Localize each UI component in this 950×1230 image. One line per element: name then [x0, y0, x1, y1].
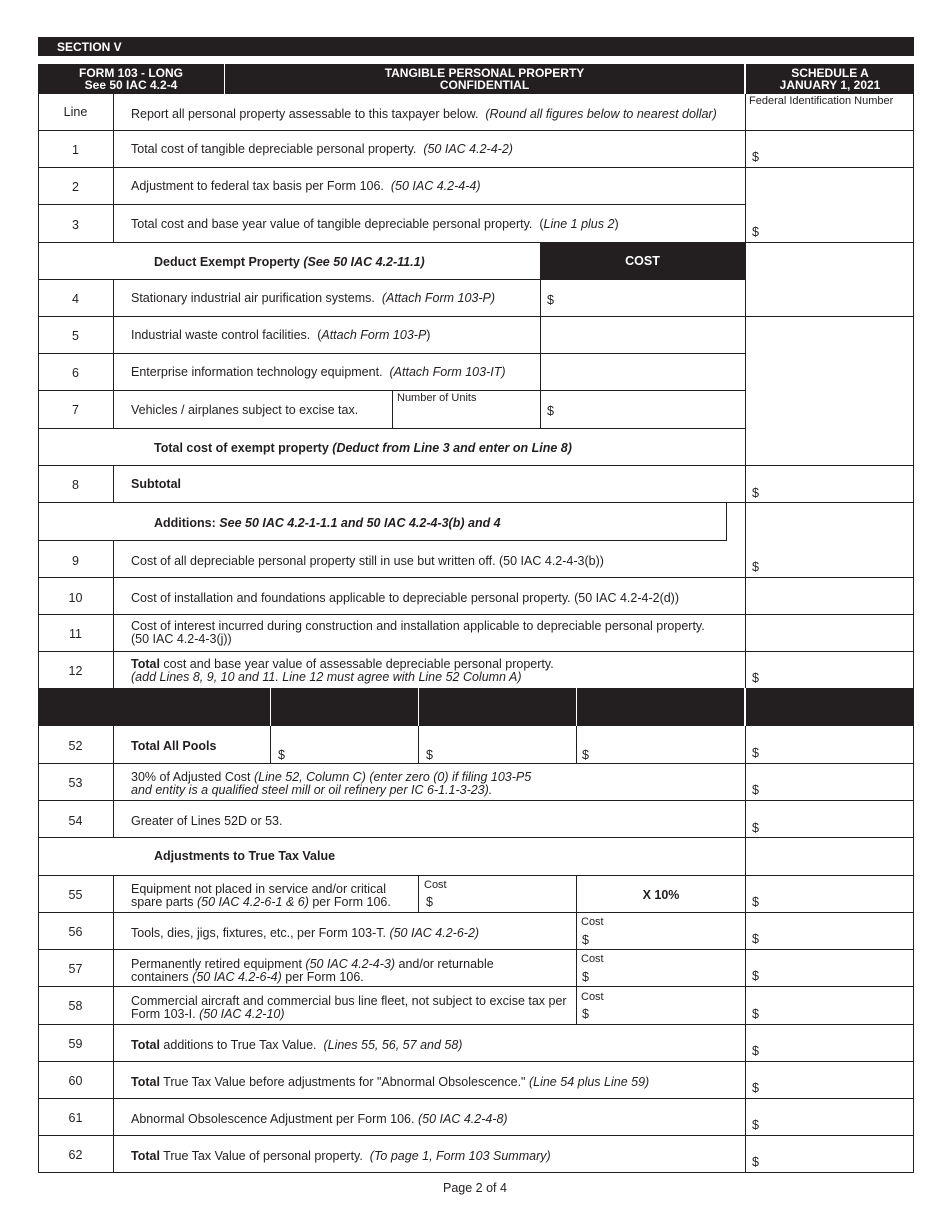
line-5-text: Industrial waste control facilities. (Attach Form 103-P): [131, 328, 431, 342]
line-number: 3: [72, 218, 79, 232]
line-59-text: Total additions to True Tax Value. (Lines 55, 56, 57 and 58): [131, 1038, 463, 1052]
line-7-cost-input[interactable]: [541, 391, 745, 428]
deduct-exempt-heading: Deduct Exempt Property (See 50 IAC 4.2-11.1): [154, 255, 425, 269]
line-54-input[interactable]: [746, 801, 913, 837]
line-9-text: Cost of all depreciable personal property still in use but written off. (50 IAC 4.2-4-3(b)): [131, 554, 604, 568]
line-4-text: Stationary industrial air purification systems. (Attach Form 103-P): [131, 291, 496, 305]
line-number: 54: [68, 814, 83, 828]
line-2-input[interactable]: [746, 168, 913, 204]
line-57-text: Permanently retired equipment (50 IAC 4.2-4-3) and/or returnable containers (50 IAC 4.2-6-4) per Form 106.: [131, 957, 494, 984]
line-7-dollar: $: [547, 404, 554, 418]
line-52a-dollar: $: [278, 748, 285, 762]
line-number: 53: [68, 776, 83, 790]
cost-header: COST: [540, 242, 745, 280]
adjustments-heading: Adjustments to True Tax Value: [154, 849, 336, 863]
line-52-column-a-input[interactable]: [271, 727, 418, 763]
line-number: 11: [69, 627, 82, 641]
total-cost-header: TOTAL COST COLUMN A: [306, 694, 383, 720]
line-52c-dollar: $: [582, 748, 589, 762]
line-60-text: Total True Tax Value before adjustments for "Abnormal Obsolescence." (Line 54 plus Line 59): [131, 1075, 650, 1089]
adjusted-cost-header: ADJUSTED COST COLUMN C: [609, 694, 712, 720]
line-4-cost-input[interactable]: [541, 280, 745, 316]
line-1-text: Total cost of tangible depreciable personal property. (50 IAC 4.2-4-2): [131, 142, 513, 156]
line-61-input[interactable]: [746, 1099, 913, 1135]
line-52-column-b-input[interactable]: [419, 727, 576, 763]
line-number: 55: [68, 888, 83, 902]
line-11-input[interactable]: [746, 615, 913, 651]
line-57-input[interactable]: [746, 950, 913, 986]
line-number: 62: [68, 1148, 83, 1162]
fein-input[interactable]: [746, 108, 913, 130]
section-bar: [38, 37, 914, 56]
line-number: 10: [68, 591, 83, 605]
line-56-cost-dollar: $: [582, 933, 589, 947]
line-60-input[interactable]: [746, 1062, 913, 1098]
line-57-cost-input[interactable]: [577, 950, 745, 986]
line-10-text: Cost of installation and foundations applicable to depreciable personal property. (50 IAC 4.2-4-2(d)): [131, 591, 680, 605]
line-number: 56: [68, 925, 83, 939]
line-number: 8: [72, 478, 79, 492]
line-62-dollar: $: [752, 1155, 759, 1169]
line-6-cost-input[interactable]: [541, 354, 745, 390]
line-59-input[interactable]: [746, 1025, 913, 1061]
line-7-text: Vehicles / airplanes subject to excise tax.: [131, 403, 359, 417]
line-58-cost-label: Cost: [581, 991, 604, 1003]
line-59-dollar: $: [752, 1044, 759, 1058]
line-55-text: Equipment not placed in service and/or critical spare parts (50 IAC 4.2-6-1 & 6) per Form 106.: [131, 882, 391, 909]
line-number: 60: [68, 1074, 83, 1088]
line-57-dollar: $: [752, 969, 759, 983]
line-56-input[interactable]: [746, 913, 913, 949]
line-9-dollar: $: [752, 560, 759, 574]
line-number: 1: [72, 143, 79, 157]
line-53-text: 30% of Adjusted Cost (Line 52, Column C) (enter zero (0) if filing 103-P5 and entity is a qualified steel mill or oil refinery per IC 6-1.1-3-23).: [131, 770, 532, 797]
line-7-units-input[interactable]: [393, 404, 540, 428]
line-number: 52: [68, 739, 83, 753]
line-56-text: Tools, dies, jigs, fixtures, etc., per Form 103-T. (50 IAC 4.2-6-2): [131, 926, 480, 940]
line-8-input[interactable]: [746, 466, 913, 502]
line-8-text: Subtotal: [131, 477, 181, 491]
line-58-dollar: $: [752, 1007, 759, 1021]
line-58-cost-input[interactable]: [577, 987, 745, 1024]
line-number: 59: [68, 1037, 83, 1051]
line-8-dollar: $: [752, 486, 759, 500]
line-61-dollar: $: [752, 1118, 759, 1132]
line-58-cost-dollar: $: [582, 1007, 589, 1021]
line-number: 4: [72, 292, 79, 306]
schedule-label: SCHEDULE A JANUARY 1, 2021: [779, 66, 881, 92]
line-6-text: Enterprise information technology equipment. (Attach Form 103-IT): [131, 365, 506, 379]
line-54-dollar: $: [752, 821, 759, 835]
line-column-label: Line: [63, 105, 88, 119]
line-58-input[interactable]: [746, 987, 913, 1024]
line-54-text: Greater of Lines 52D or 53.: [131, 814, 283, 828]
line-5-cost-input[interactable]: [541, 317, 745, 353]
line-number: 58: [68, 999, 83, 1013]
additions-heading: Additions: See 50 IAC 4.2-1-1.1 and 50 IAC 4.2-4-3(b) and 4: [154, 516, 501, 530]
line-56-cost-input[interactable]: [577, 913, 745, 949]
line-1-input[interactable]: [746, 131, 913, 167]
line-58-text: Commercial aircraft and commercial bus line fleet, not subject to excise tax per Form 103-I. (50 IAC 4.2-10): [131, 994, 567, 1021]
line-52d-dollar: $: [752, 746, 759, 760]
line-53-input[interactable]: [746, 764, 913, 800]
line-12-input[interactable]: [746, 652, 913, 688]
form-id: FORM 103 - LONG See 50 IAC 4.2-4: [78, 66, 183, 92]
line-61-text: Abnormal Obsolescence Adjustment per Form 106. (50 IAC 4.2-4-8): [131, 1112, 508, 1126]
line-number: 5: [72, 329, 79, 343]
line-56-cost-label: Cost: [581, 916, 604, 928]
fein-label: Federal Identification Number: [749, 95, 894, 107]
line-55-percent: X 10%: [642, 888, 680, 902]
line-3-dollar: $: [752, 225, 759, 239]
line-3-input[interactable]: [746, 205, 913, 242]
true-tax-value-header: TRUE TAX VALUE COLUMN D: [778, 694, 882, 720]
line-number: 9: [72, 554, 79, 568]
exempt-total-heading: Total cost of exempt property (Deduct from Line 3 and enter on Line 8): [154, 441, 572, 455]
line-55-input[interactable]: [746, 876, 913, 912]
line-number: 57: [68, 962, 83, 976]
line-52-text: Total All Pools: [131, 739, 217, 753]
line-number: 61: [68, 1111, 83, 1125]
line-number: 2: [72, 180, 79, 194]
line-number: 7: [72, 403, 79, 417]
intro-text: Report all personal property assessable to this taxpayer below. (Round all figures below to nearest dollar): [131, 107, 717, 121]
page-number: Page 2 of 4: [443, 1181, 507, 1195]
pooling-summary-header: POOLING SUMMARY (From Schedule A-1 or Form 103-P5): [50, 694, 258, 720]
units-label: Number of Units: [397, 392, 477, 404]
line-3-text: Total cost and base year value of tangible depreciable personal property. (Line 1 plus 2): [131, 217, 619, 231]
line-62-input[interactable]: [746, 1136, 913, 1172]
line-55-cost-label: Cost: [424, 879, 447, 891]
adjustments-header: ADJUSTMENTS COLUMN B: [452, 694, 543, 720]
line-number: 12: [68, 664, 83, 678]
line-56-dollar: $: [752, 932, 759, 946]
line-55-cost-dollar: $: [426, 895, 433, 909]
line-53-dollar: $: [752, 783, 759, 797]
form-title: TANGIBLE PERSONAL PROPERTY CONFIDENTIAL: [384, 66, 585, 92]
line-11-text: Cost of interest incurred during construction and installation applicable to depreciable personal property. (50 IAC 4.2-4-3(j)): [131, 619, 705, 646]
line-2-text: Adjustment to federal tax basis per Form 106. (50 IAC 4.2-4-4): [131, 179, 481, 193]
line-1-dollar: $: [752, 150, 759, 164]
line-number: 6: [72, 366, 79, 380]
line-12-dollar: $: [752, 671, 759, 685]
line-10-input[interactable]: [746, 578, 913, 614]
line-52b-dollar: $: [426, 748, 433, 762]
line-57-cost-dollar: $: [582, 970, 589, 984]
line-12-text: Total cost and base year value of assessable depreciable personal property. (add Lines 8, 9, 10 and 11. Line 12 must agree with Line 52 Column A): [131, 657, 554, 684]
line-57-cost-label: Cost: [581, 953, 604, 965]
line-60-dollar: $: [752, 1081, 759, 1095]
line-55-dollar: $: [752, 895, 759, 909]
line-9-input[interactable]: [746, 541, 913, 577]
line-4-dollar: $: [547, 293, 554, 307]
section-label: SECTION V: [57, 40, 122, 54]
line-62-text: Total True Tax Value of personal property. (To page 1, Form 103 Summary): [131, 1149, 551, 1163]
line-52-column-c-input[interactable]: [577, 727, 745, 763]
line-52-column-d-input[interactable]: [746, 727, 913, 763]
line-55-cost-input[interactable]: [419, 876, 576, 912]
